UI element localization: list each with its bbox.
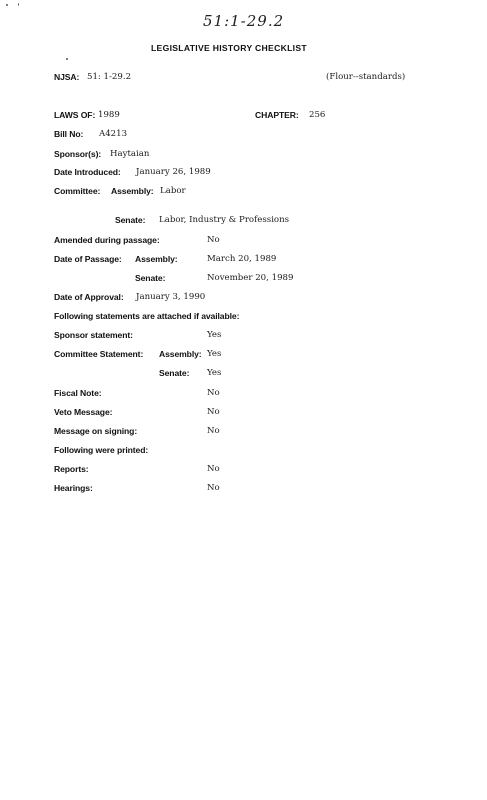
message-on-signing-label: Message on signing: <box>54 426 138 436</box>
committee-senate-label: Senate: <box>115 215 146 225</box>
sponsor-label: Sponsor(s): <box>54 149 102 159</box>
committee-statement-senate-value: Yes <box>207 368 222 378</box>
bill-label: Bill No: <box>54 129 84 139</box>
committee-label: Committee: <box>54 186 101 196</box>
approval-label: Date of Approval: <box>54 292 124 302</box>
chapter-label: CHAPTER: <box>255 110 299 120</box>
laws-value: 1989 <box>98 110 120 120</box>
committee-statement-assembly-value: Yes <box>207 349 222 359</box>
sponsor-statement-value: Yes <box>207 330 222 340</box>
committee-statement-label: Committee Statement: <box>54 349 144 359</box>
passage-senate-value: November 20, 1989 <box>207 273 294 283</box>
fiscal-note-label: Fiscal Note: <box>54 388 102 398</box>
statements-heading: Following statements are attached if available: <box>54 311 240 321</box>
committee-statement-assembly-label: Assembly: <box>159 349 202 359</box>
sponsor-value: Haytaian <box>110 149 150 159</box>
njsa-label: NJSA: <box>54 72 80 82</box>
amended-label: Amended during passage: <box>54 235 160 245</box>
scan-speck <box>66 58 68 60</box>
committee-assembly-label: Assembly: <box>111 186 154 196</box>
reports-value: No <box>207 464 220 474</box>
veto-message-value: No <box>207 407 220 417</box>
laws-label: LAWS OF: <box>54 110 96 120</box>
passage-senate-label: Senate: <box>135 273 166 283</box>
scan-speck <box>18 3 19 6</box>
scan-speck <box>6 4 8 6</box>
chapter-value: 256 <box>309 110 326 120</box>
message-on-signing-value: No <box>207 426 220 436</box>
reports-label: Reports: <box>54 464 89 474</box>
committee-statement-senate-label: Senate: <box>159 368 190 378</box>
veto-message-label: Veto Message: <box>54 407 113 417</box>
bill-value: A4213 <box>99 129 128 139</box>
fiscal-note-value: No <box>207 388 220 398</box>
handwritten-number: 51:1-29.2 <box>203 12 285 30</box>
approval-value: January 3, 1990 <box>136 292 206 302</box>
introduced-label: Date Introduced: <box>54 167 121 177</box>
sponsor-statement-label: Sponsor statement: <box>54 330 133 340</box>
introduced-value: January 26, 1989 <box>136 167 211 177</box>
amended-value: No <box>207 235 220 245</box>
committee-senate-value: Labor, Industry & Professions <box>159 215 290 225</box>
passage-assembly-value: March 20, 1989 <box>207 254 277 264</box>
printed-heading: Following were printed: <box>54 445 149 455</box>
passage-assembly-label: Assembly: <box>135 254 178 264</box>
page-title: LEGISLATIVE HISTORY CHECKLIST <box>151 43 307 53</box>
hearings-value: No <box>207 483 220 493</box>
committee-assembly-value: Labor <box>160 186 186 196</box>
passage-label: Date of Passage: <box>54 254 122 264</box>
njsa-note: (Flour--standards) <box>326 72 406 82</box>
hearings-label: Hearings: <box>54 483 93 493</box>
njsa-value: 51: 1-29.2 <box>87 72 132 82</box>
